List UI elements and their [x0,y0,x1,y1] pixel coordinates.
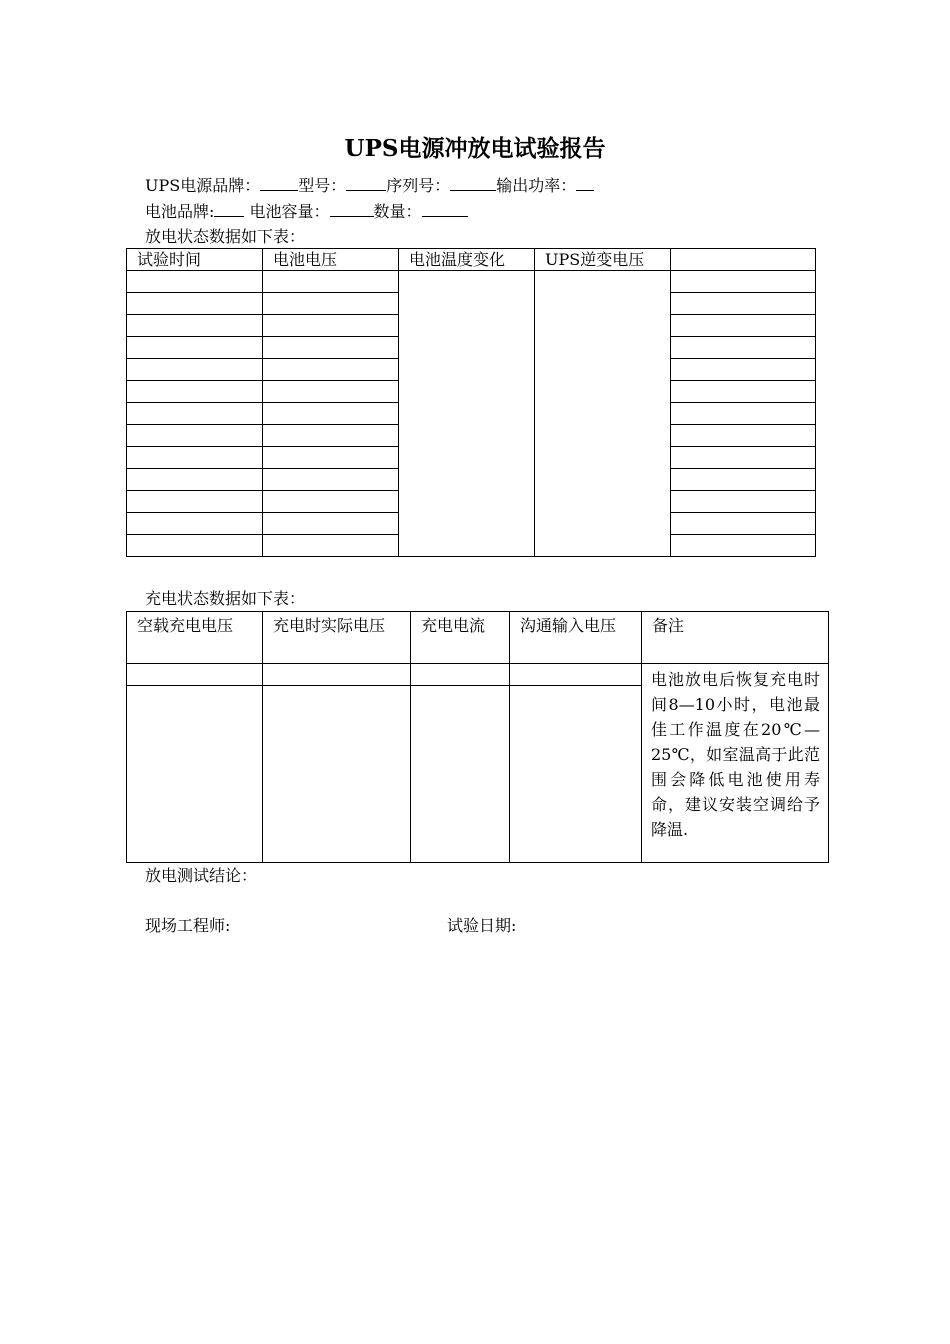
model-field[interactable] [346,175,386,191]
discharge-voltage-cell[interactable] [263,491,399,513]
discharge-time-cell[interactable] [127,403,263,425]
discharge-extra-cell[interactable] [671,513,816,535]
discharge-time-cell[interactable] [127,359,263,381]
discharge-header-time: 试验时间 [127,249,263,271]
discharge-time-cell[interactable] [127,535,263,557]
charge-cell[interactable] [263,664,411,686]
battery-info-line [145,201,468,223]
discharge-time-cell[interactable] [127,469,263,491]
charge-row [127,664,829,686]
discharge-extra-cell[interactable] [671,381,816,403]
discharge-inverter-cell[interactable] [535,271,671,557]
discharge-extra-cell[interactable] [671,447,816,469]
discharge-voltage-cell[interactable] [263,447,399,469]
charge-cell[interactable] [127,664,263,686]
charge-cell[interactable] [411,664,510,686]
charge-cell[interactable] [127,686,263,863]
discharge-caption: 放电状态数据如下表： [145,227,306,246]
quantity-label: 数量： [373,202,422,221]
report-title: UPS电源冲放电试验报告 [344,135,606,162]
ups-info-line [145,175,594,197]
discharge-header-row [127,249,816,271]
charge-header-input: 沟通输入电压 [510,612,642,664]
power-label: 输出功率： [496,176,577,195]
conclusion-label: 放电测试结论： [145,866,258,885]
discharge-extra-cell[interactable] [671,469,816,491]
serial-field[interactable] [450,175,496,191]
ups-brand-label: UPS电源品牌： [145,176,261,195]
capacity-field[interactable] [330,201,374,217]
discharge-extra-cell[interactable] [671,293,816,315]
discharge-time-cell[interactable] [127,491,263,513]
discharge-voltage-cell[interactable] [263,315,399,337]
battery-brand-field[interactable] [214,201,244,217]
model-label: 型号： [298,176,347,195]
discharge-voltage-cell[interactable] [263,513,399,535]
charge-header-row [127,612,829,664]
discharge-temp-cell[interactable] [399,271,535,557]
discharge-extra-cell[interactable] [671,337,816,359]
serial-label: 序列号： [386,176,451,195]
discharge-voltage-cell[interactable] [263,381,399,403]
discharge-extra-cell[interactable] [671,425,816,447]
charge-cell[interactable] [510,686,642,863]
discharge-time-cell[interactable] [127,513,263,535]
discharge-header-temp: 电池温度变化 [399,249,535,271]
discharge-extra-cell[interactable] [671,535,816,557]
discharge-voltage-cell[interactable] [263,359,399,381]
charge-header-actual: 充电时实际电压 [263,612,411,664]
charge-cell[interactable] [510,664,642,686]
discharge-voltage-cell[interactable] [263,293,399,315]
discharge-voltage-cell[interactable] [263,271,399,293]
discharge-time-cell[interactable] [127,337,263,359]
quantity-field[interactable] [422,201,468,217]
date-label: 试验日期: [447,916,517,935]
discharge-voltage-cell[interactable] [263,337,399,359]
capacity-label: 电池容量： [249,202,330,221]
battery-brand-label: 电池品牌: [145,202,215,221]
charge-header-current: 充电电流 [411,612,510,664]
discharge-voltage-cell[interactable] [263,403,399,425]
discharge-time-cell[interactable] [127,293,263,315]
discharge-time-cell[interactable] [127,447,263,469]
discharge-time-cell[interactable] [127,271,263,293]
discharge-header-blank [671,249,816,271]
discharge-voltage-cell[interactable] [263,425,399,447]
charge-cell[interactable] [411,686,510,863]
charge-cell[interactable] [263,686,411,863]
discharge-extra-cell[interactable] [671,403,816,425]
discharge-extra-cell[interactable] [671,271,816,293]
discharge-row [127,271,816,293]
discharge-time-cell[interactable] [127,315,263,337]
discharge-voltage-cell[interactable] [263,469,399,491]
charge-header-noload: 空载充电电压 [127,612,263,664]
discharge-header-voltage: 电池电压 [263,249,399,271]
discharge-table [126,248,816,557]
discharge-extra-cell[interactable] [671,359,816,381]
charge-header-note: 备注 [642,612,829,664]
discharge-time-cell[interactable] [127,381,263,403]
charge-note: 电池放电后恢复充电时间8—10小时，电池最佳工作温度在20℃—25℃，如室温高于此范围会降低电池使用寿命，建议安装空调给予降温. [642,664,829,863]
charge-caption: 充电状态数据如下表： [145,589,306,608]
discharge-header-inverter: UPS逆变电压 [535,249,671,271]
charge-table [126,611,829,863]
discharge-extra-cell[interactable] [671,491,816,513]
discharge-extra-cell[interactable] [671,315,816,337]
discharge-time-cell[interactable] [127,425,263,447]
engineer-label: 现场工程师: [145,916,231,935]
ups-brand-field[interactable] [260,175,298,191]
power-field[interactable] [576,175,594,191]
discharge-voltage-cell[interactable] [263,535,399,557]
